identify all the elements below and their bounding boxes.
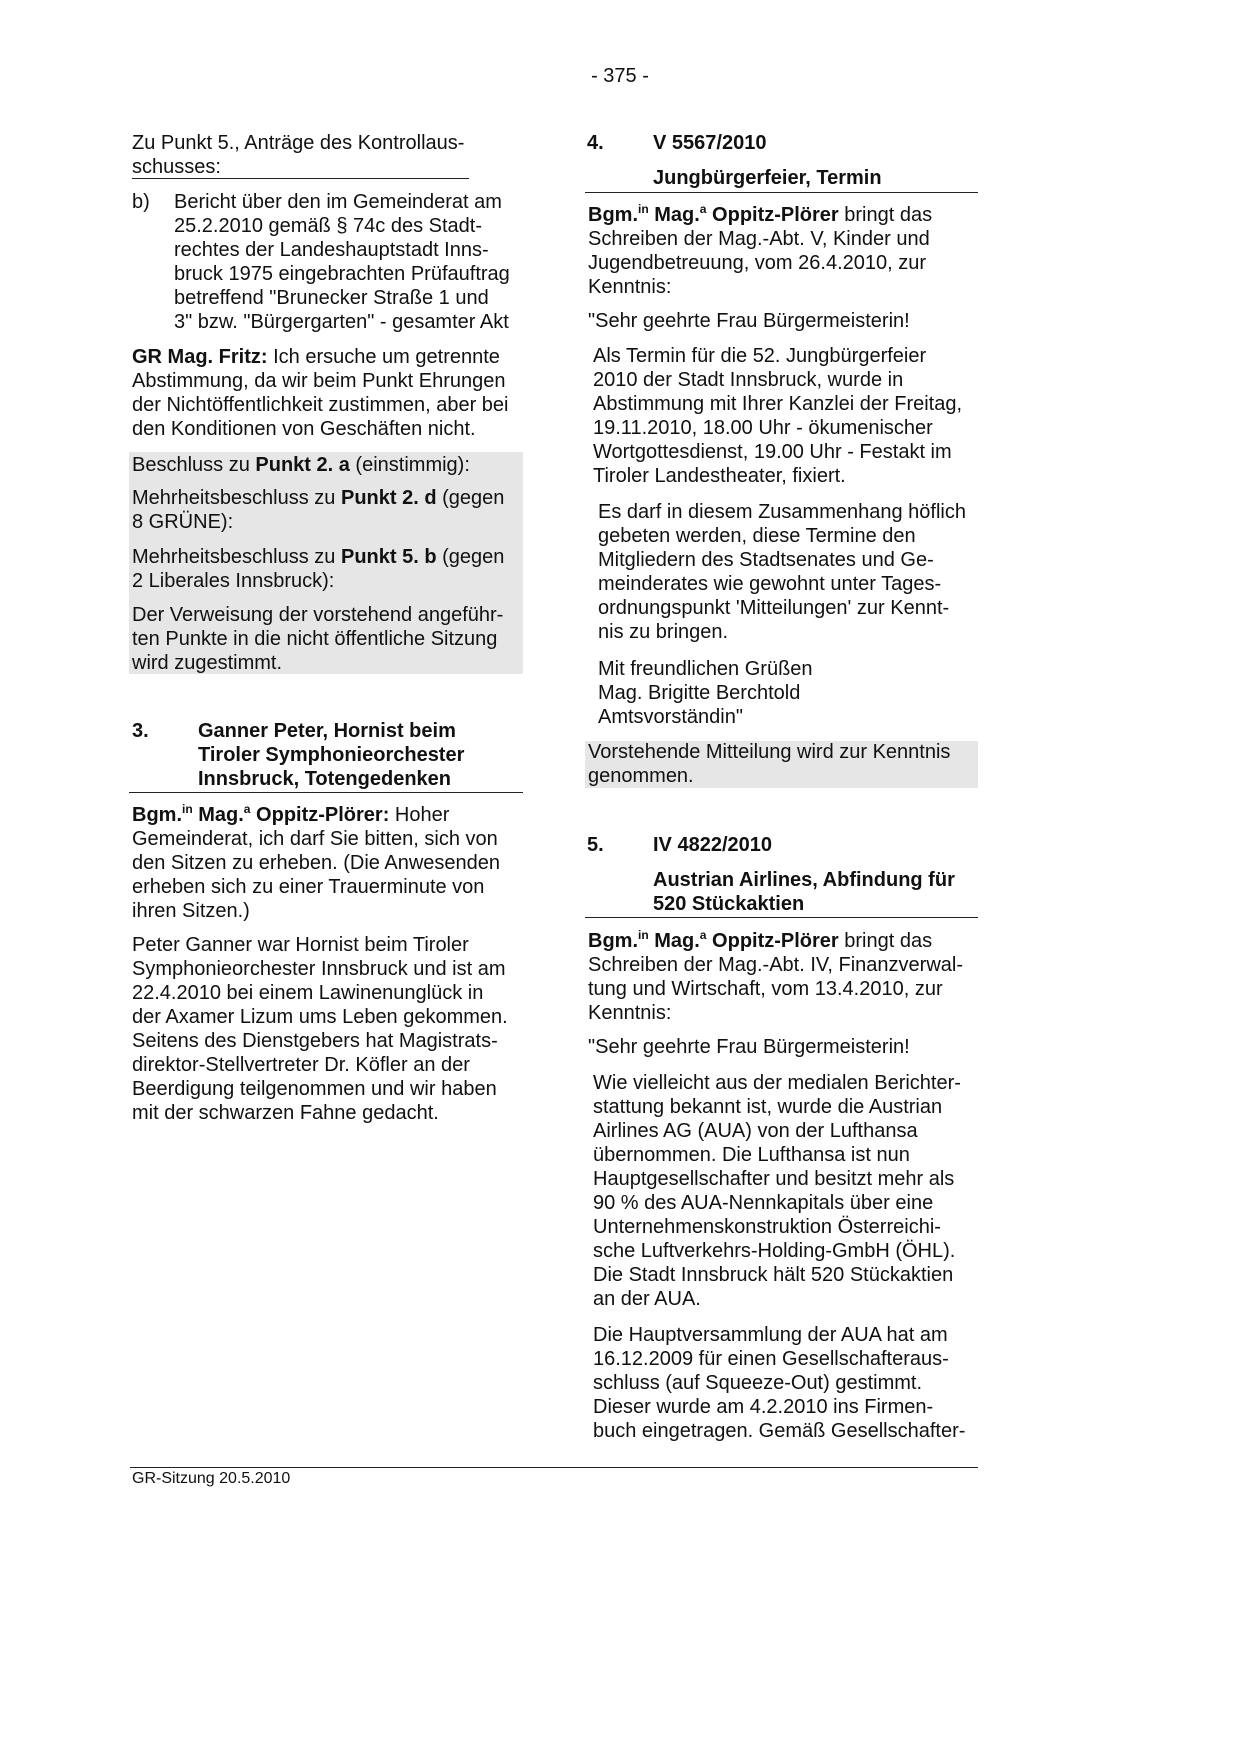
speaker-title: Bgm. [132,804,182,826]
resolution-text: Beschluss zu [132,454,256,476]
section-4-closing: Mit freundlichen Grüßen Mag. Brigitte Berchtold Amtsvorständin" [598,658,813,728]
speaker-title-sup: in [182,802,193,816]
section-5-intro [588,929,963,1025]
section-4-code: V 5567/2010 [653,132,767,154]
speaker-name: GR Mag. Fritz: [132,346,268,368]
speaker-title: Mag. [648,930,700,952]
speaker-title: Bgm. [588,930,638,952]
statement-text: Ich ersuche um getrennte Abstimmung, da wir beim Punkt Ehrungen der Nichtöffentlichkeit zustimmen, aber bei den Konditionen von Geschäften nicht. [132,346,509,440]
heading-underline [132,178,469,179]
footer-rule [130,1467,978,1468]
resolution-text: Mehrheitsbeschluss zu [132,546,341,568]
page-number: - 375 - [591,65,649,87]
section-5-title: Austrian Airlines, Abfindung für 520 Stückaktien [653,869,955,915]
item-b-text: Bericht über den im Gemeinderat am 25.2.2010 gemäß § 74c des Stadt- rechtes der Landeshauptstadt Inns- bruck 1975 eingebrachten Prüfauftrag betreffend "Brunecker Straße 1 und 3" bzw. "Bürgergarten" - gesamter Akt [174,191,510,333]
speaker-name: Oppitz-Plörer [706,204,839,226]
resolution-text: (gegen 8 GRÜNE): [132,487,505,533]
resolution-point: Punkt 2. a [255,454,350,476]
speaker-title-sup: a [699,928,707,942]
mayor-speech [132,803,500,923]
fritz-statement [132,345,508,441]
resolution-4: Der Verweisung der vorstehend angeführ- ten Punkte in die nicht öffentliche Sitzung wird zugestimmt. [132,604,504,674]
section-4-intro [588,203,932,299]
speaker-title-sup: in [638,202,649,216]
resolution-2 [132,486,504,534]
intro-text: bringt das Schreiben der Mag.-Abt. V, Kinder und Jugendbetreuung, vom 26.4.2010, zur Kenntnis: [588,204,933,298]
speaker-title-sup: a [243,802,251,816]
section-3-rule [129,792,523,793]
ganner-obituary: Peter Ganner war Hornist beim Tiroler Symphonieorchester Innsbruck und ist am 22.4.2010 bei einem Lawinenunglück in der Axamer Lizum ums Leben gekommen. Seitens des Dienstgebers hat Magistrats- direktor-Stellvertreter Dr. Köfler an der Beerdigung teilgenommen und wir haben mit der schwarzen Fahne gedacht. [132,934,508,1124]
section-3-number: 3. [132,720,149,742]
section-4-quote-1: Als Termin für die 52. Jungbürgerfeier 2010 der Stadt Innsbruck, wurde in Abstimmung mit Ihrer Kanzlei der Freitag, 19.11.2010, 18.00 Uhr - ökumenischer Wortgottesdienst, 19.00 Uhr - Festakt im Tiroler Landestheater, fixiert. [593,345,963,487]
speaker-title: Mag. [648,204,700,226]
speaker-title: Bgm. [588,204,638,226]
resolution-text: Mehrheitsbeschluss zu [132,487,341,509]
resolution-3 [132,545,504,593]
section-4-salutation: "Sehr geehrte Frau Bürgermeisterin! [588,310,910,332]
section-5-rule [585,917,978,918]
item-b-label: b) [132,191,150,213]
speaker-name: Oppitz-Plörer: [250,804,390,826]
speaker-title-sup: a [699,202,707,216]
section-4-resolution: Vorstehende Mitteilung wird zur Kenntnis genommen. [588,741,951,787]
speech-text: Hoher Gemeinderat, ich darf Sie bitten, sich von den Sitzen zu erheben. (Die Anwesenden erheben sich zu einer Trauerminute von ihren Sitzen.) [132,804,501,922]
resolution-text: (einstimmig): [349,454,470,476]
section-3-title: Ganner Peter, Hornist beim Tiroler Symphonieorchester Innsbruck, Totengedenken [198,720,465,790]
section-4-title: Jungbürgerfeier, Termin [653,167,882,189]
speaker-title-sup: in [638,928,649,942]
section-5-code: IV 4822/2010 [653,834,772,856]
section-5-salutation: "Sehr geehrte Frau Bürgermeisterin! [588,1036,910,1058]
section-5-number: 5. [587,834,604,856]
section-5-quote-1: Wie vielleicht aus der medialen Berichter- stattung bekannt ist, wurde die Austrian Airlines AG (AUA) von der Lufthansa übernommen. Die Lufthansa ist nun Hauptgesellschafter und besitzt mehr als 90 % des AUA-Nennkapitals über eine Unternehmenskonstruktion Österreichi- sche Luftverkehrs-Holding-GmbH (ÖHL). Die Stadt Innsbruck hält 520 Stückaktien an der AUA. [593,1072,961,1310]
speaker-name: Oppitz-Plörer [706,930,839,952]
section-5-quote-2: Die Hauptversammlung der AUA hat am 16.12.2009 für einen Gesellschafteraus- schluss (auf Squeeze-Out) gestimmt. Dieser wurde am 4.2.2010 ins Firmen- buch eingetragen. Gemäß Gesellschafter- [593,1324,966,1442]
resolution-text: (gegen 2 Liberales Innsbruck): [132,546,505,592]
speaker-title: Mag. [192,804,244,826]
resolution-1 [132,453,470,477]
section-4-quote-2: Es darf in diesem Zusammenhang höflich gebeten werden, diese Termine den Mitgliedern des Stadtsenates und Ge- meinderates wie gewohnt unter Tages- ordnungspunkt 'Mitteilungen' zur Kennt- nis zu bringen. [598,501,966,643]
footer-text: GR-Sitzung 20.5.2010 [132,1470,291,1487]
resolution-point: Punkt 2. d [340,487,437,509]
section-4-number: 4. [587,132,604,154]
resolution-point: Punkt 5. b [340,546,437,568]
intro-text: bringt das Schreiben der Mag.-Abt. IV, Finanzverwal- tung und Wirtschaft, vom 13.4.2010, zur Kenntnis: [588,930,963,1024]
agenda-heading: Zu Punkt 5., Anträge des Kontrollaus- schusses: [132,132,465,178]
section-4-rule [585,192,978,193]
